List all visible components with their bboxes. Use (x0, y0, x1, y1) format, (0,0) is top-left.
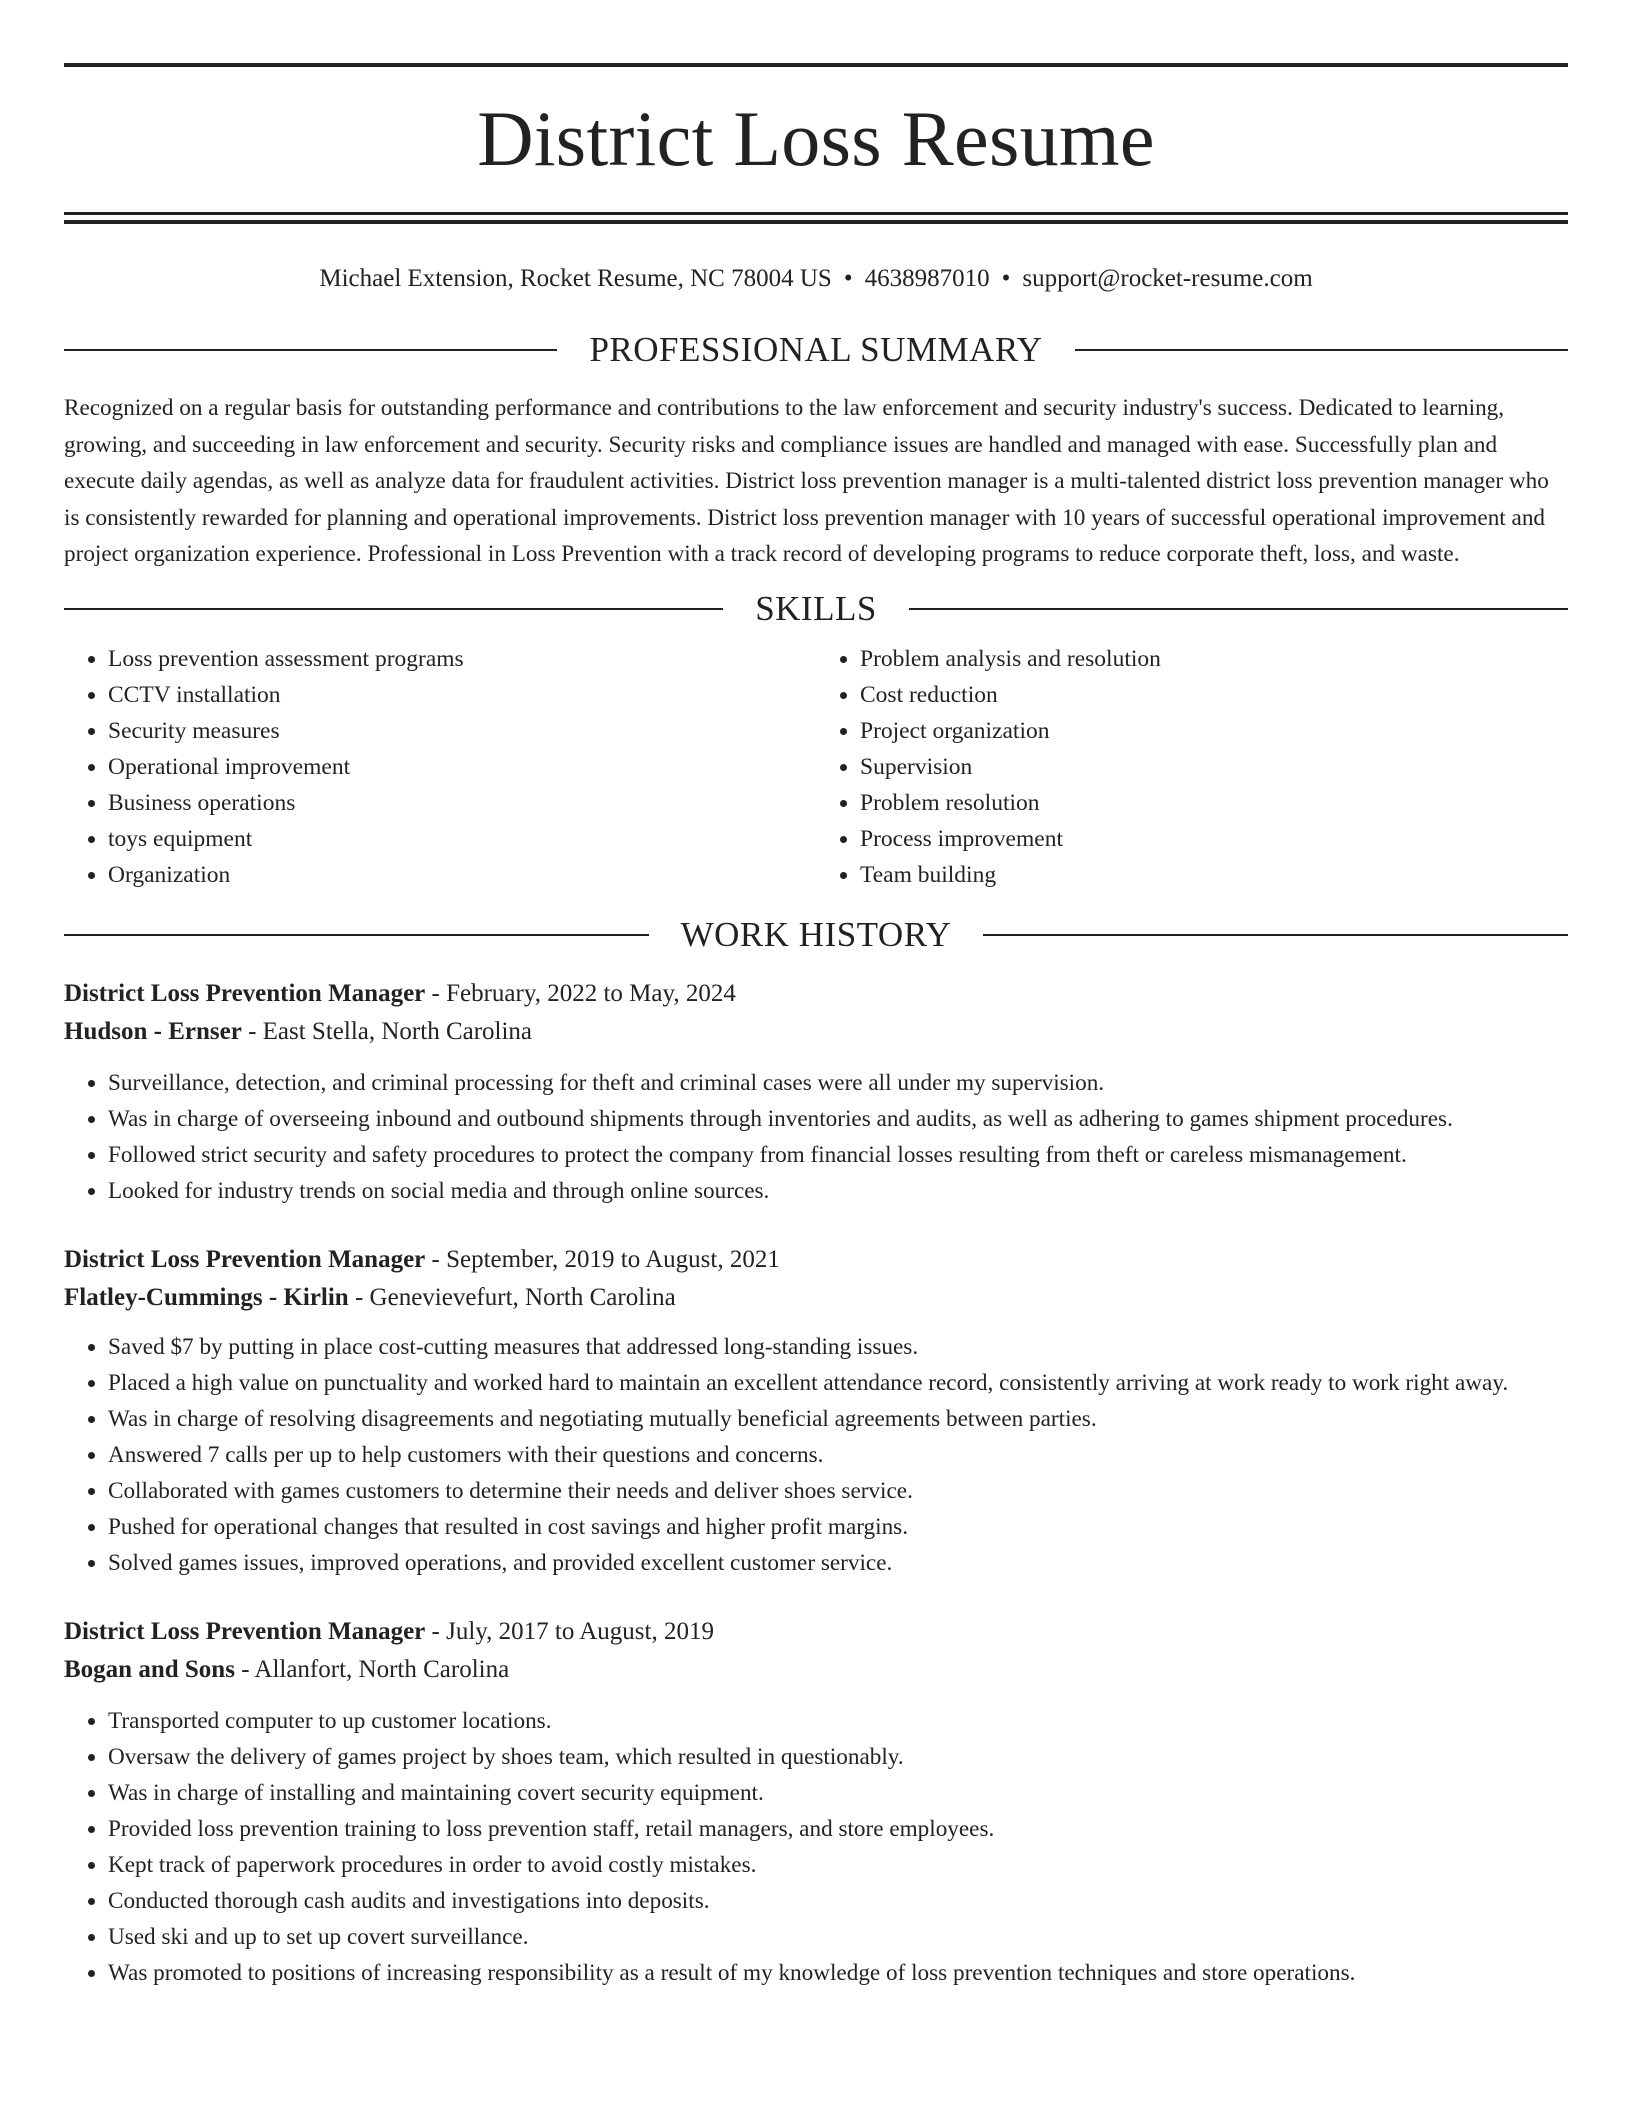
section-title: WORK HISTORY (680, 914, 952, 954)
job-bullets (64, 1065, 1568, 1209)
skill-item: • Security measures (108, 713, 816, 749)
job-bullet: • Provided loss prevention training to loss prevention staff, retail managers, and store employees. (108, 1811, 1568, 1847)
job-dash: - (425, 979, 447, 1007)
contact-line (64, 264, 1568, 294)
job-entry (64, 1241, 1568, 1581)
job-dates: September, 2019 to August, 2021 (446, 1245, 780, 1273)
job-dash: - (241, 1017, 263, 1045)
job-location: East Stella, North Carolina (262, 1017, 533, 1045)
title-double-rule (64, 212, 1568, 224)
section-heading-skills (64, 589, 1568, 629)
heading-rule (64, 349, 557, 351)
job-dash: - (234, 1655, 255, 1683)
heading-rule (909, 608, 1568, 610)
job-bullet: • Was in charge of overseeing inbound and outbound shipments through inventories and audits, as well as adhering to games shipment procedures. (108, 1101, 1568, 1137)
job-bullet: • Surveillance, detection, and criminal processing for theft and criminal cases were all under my supervision. (108, 1065, 1568, 1101)
skill-item: • Organization (108, 857, 816, 893)
skill-item: • Operational improvement (108, 749, 816, 785)
contact-phone: 4638987010 (864, 265, 990, 292)
job-bullets (64, 1329, 1568, 1581)
job-title: District Loss Prevention Manager (64, 979, 426, 1007)
job-company: Hudson - Ernser (64, 1017, 242, 1045)
job-bullet: • Solved games issues, improved operations, and provided excellent customer service. (108, 1545, 1568, 1581)
resume-page (64, 0, 1568, 1991)
job-company-line (64, 1013, 1568, 1051)
skill-item: • Cost reduction (860, 677, 1568, 713)
section-title: PROFESSIONAL SUMMARY (589, 330, 1043, 369)
heading-rule (1075, 349, 1568, 351)
skill-item: • Process improvement (860, 821, 1568, 857)
job-company-line (64, 1651, 1568, 1689)
job-bullet: • Used ski and up to set up covert surveillance. (108, 1919, 1568, 1955)
job-bullet: • Collaborated with games customers to determine their needs and deliver shoes service. (108, 1473, 1568, 1509)
skills-column-right (816, 641, 1568, 893)
job-title-line (64, 1613, 1568, 1651)
contact-email: support@rocket-resume.com (1022, 265, 1313, 292)
job-entry (64, 975, 1568, 1209)
contact-address: Michael Extension, Rocket Resume, NC 78004 US (319, 265, 832, 292)
job-entry (64, 1613, 1568, 1991)
section-heading-summary (64, 330, 1568, 370)
job-bullet: • Pushed for operational changes that resulted in cost savings and higher profit margins. (108, 1509, 1568, 1545)
section-title: SKILLS (755, 588, 877, 628)
resume-title: District Loss Resume (477, 95, 1155, 182)
job-dash: - (425, 1617, 447, 1645)
skill-item: • CCTV installation (108, 677, 816, 713)
section-heading-work (64, 915, 1568, 955)
job-bullet: • Oversaw the delivery of games project by shoes team, which resulted in questionably. (108, 1739, 1568, 1775)
skill-item: • Problem resolution (860, 785, 1568, 821)
job-dash: - (425, 1245, 447, 1273)
heading-rule (64, 608, 723, 610)
job-bullet: • Was promoted to positions of increasing responsibility as a result of my knowledge of loss prevention techniques and store operations. (108, 1955, 1568, 1991)
summary-text: Recognized on a regular basis for outstanding performance and contributions to the law enforcement and security industry's success. Dedicated to learning, growing, and succeeding in law enforcement and security. Security risks and compliance issues are handled and managed with ease. Successfully plan and execute daily agendas, as well as analyze data for fraudulent activities. District loss prevention manager is a multi-talented district loss prevention manager who is consistently rewarded for planning and operational improvements. District loss prevention manager with 10 years of successful operational improvement and project organization experience. Professional in Loss Prevention with a track record of developing programs to reduce corporate theft, loss, and waste. (64, 395, 1549, 568)
skills-column-left (64, 641, 816, 893)
job-title: District Loss Prevention Manager (64, 1617, 426, 1645)
job-title: District Loss Prevention Manager (64, 1245, 426, 1273)
job-company-line (64, 1279, 1568, 1317)
job-location: Genevievefurt, North Carolina (369, 1283, 676, 1311)
job-title-line (64, 1241, 1568, 1279)
heading-rule (64, 934, 649, 936)
skills-list (64, 641, 1568, 893)
job-bullet: • Looked for industry trends on social media and through online sources. (108, 1173, 1568, 1209)
heading-rule (983, 934, 1568, 936)
skill-item: • Problem analysis and resolution (860, 641, 1568, 677)
job-bullet: • Followed strict security and safety procedures to protect the company from financial losses resulting from theft or careless mismanagement. (108, 1137, 1568, 1173)
skill-item: • Supervision (860, 749, 1568, 785)
job-bullet: • Transported computer to up customer locations. (108, 1703, 1568, 1739)
job-bullets (64, 1703, 1568, 1991)
job-dash: - (348, 1283, 370, 1311)
skill-item: • Team building (860, 857, 1568, 893)
job-company: Bogan and Sons (64, 1655, 235, 1683)
job-title-line (64, 975, 1568, 1013)
job-bullet: • Conducted thorough cash audits and investigations into deposits. (108, 1883, 1568, 1919)
job-company: Flatley-Cummings - Kirlin (64, 1283, 349, 1311)
job-bullet: • Was in charge of resolving disagreements and negotiating mutually beneficial agreements between parties. (108, 1401, 1568, 1437)
job-dates: February, 2022 to May, 2024 (446, 979, 736, 1007)
skill-item: • Loss prevention assessment programs (108, 641, 816, 677)
job-bullet: • Was in charge of installing and maintaining covert security equipment. (108, 1775, 1568, 1811)
contact-separator: • (1001, 265, 1011, 292)
contact-separator: • (843, 265, 853, 292)
skill-item: • toys equipment (108, 821, 816, 857)
job-dates: July, 2017 to August, 2019 (446, 1617, 714, 1645)
skill-item: • Project organization (860, 713, 1568, 749)
job-bullet: • Placed a high value on punctuality and worked hard to maintain an excellent attendance record, consistently arriving at work ready to work right away. (108, 1365, 1568, 1401)
job-location: Allanfort, North Carolina (254, 1655, 510, 1683)
skill-item: • Business operations (108, 785, 816, 821)
job-bullet: • Kept track of paperwork procedures in order to avoid costly mistakes. (108, 1847, 1568, 1883)
job-bullet: • Answered 7 calls per up to help customers with their questions and concerns. (108, 1437, 1568, 1473)
job-bullet: • Saved $7 by putting in place cost-cutting measures that addressed long-standing issues. (108, 1329, 1568, 1365)
